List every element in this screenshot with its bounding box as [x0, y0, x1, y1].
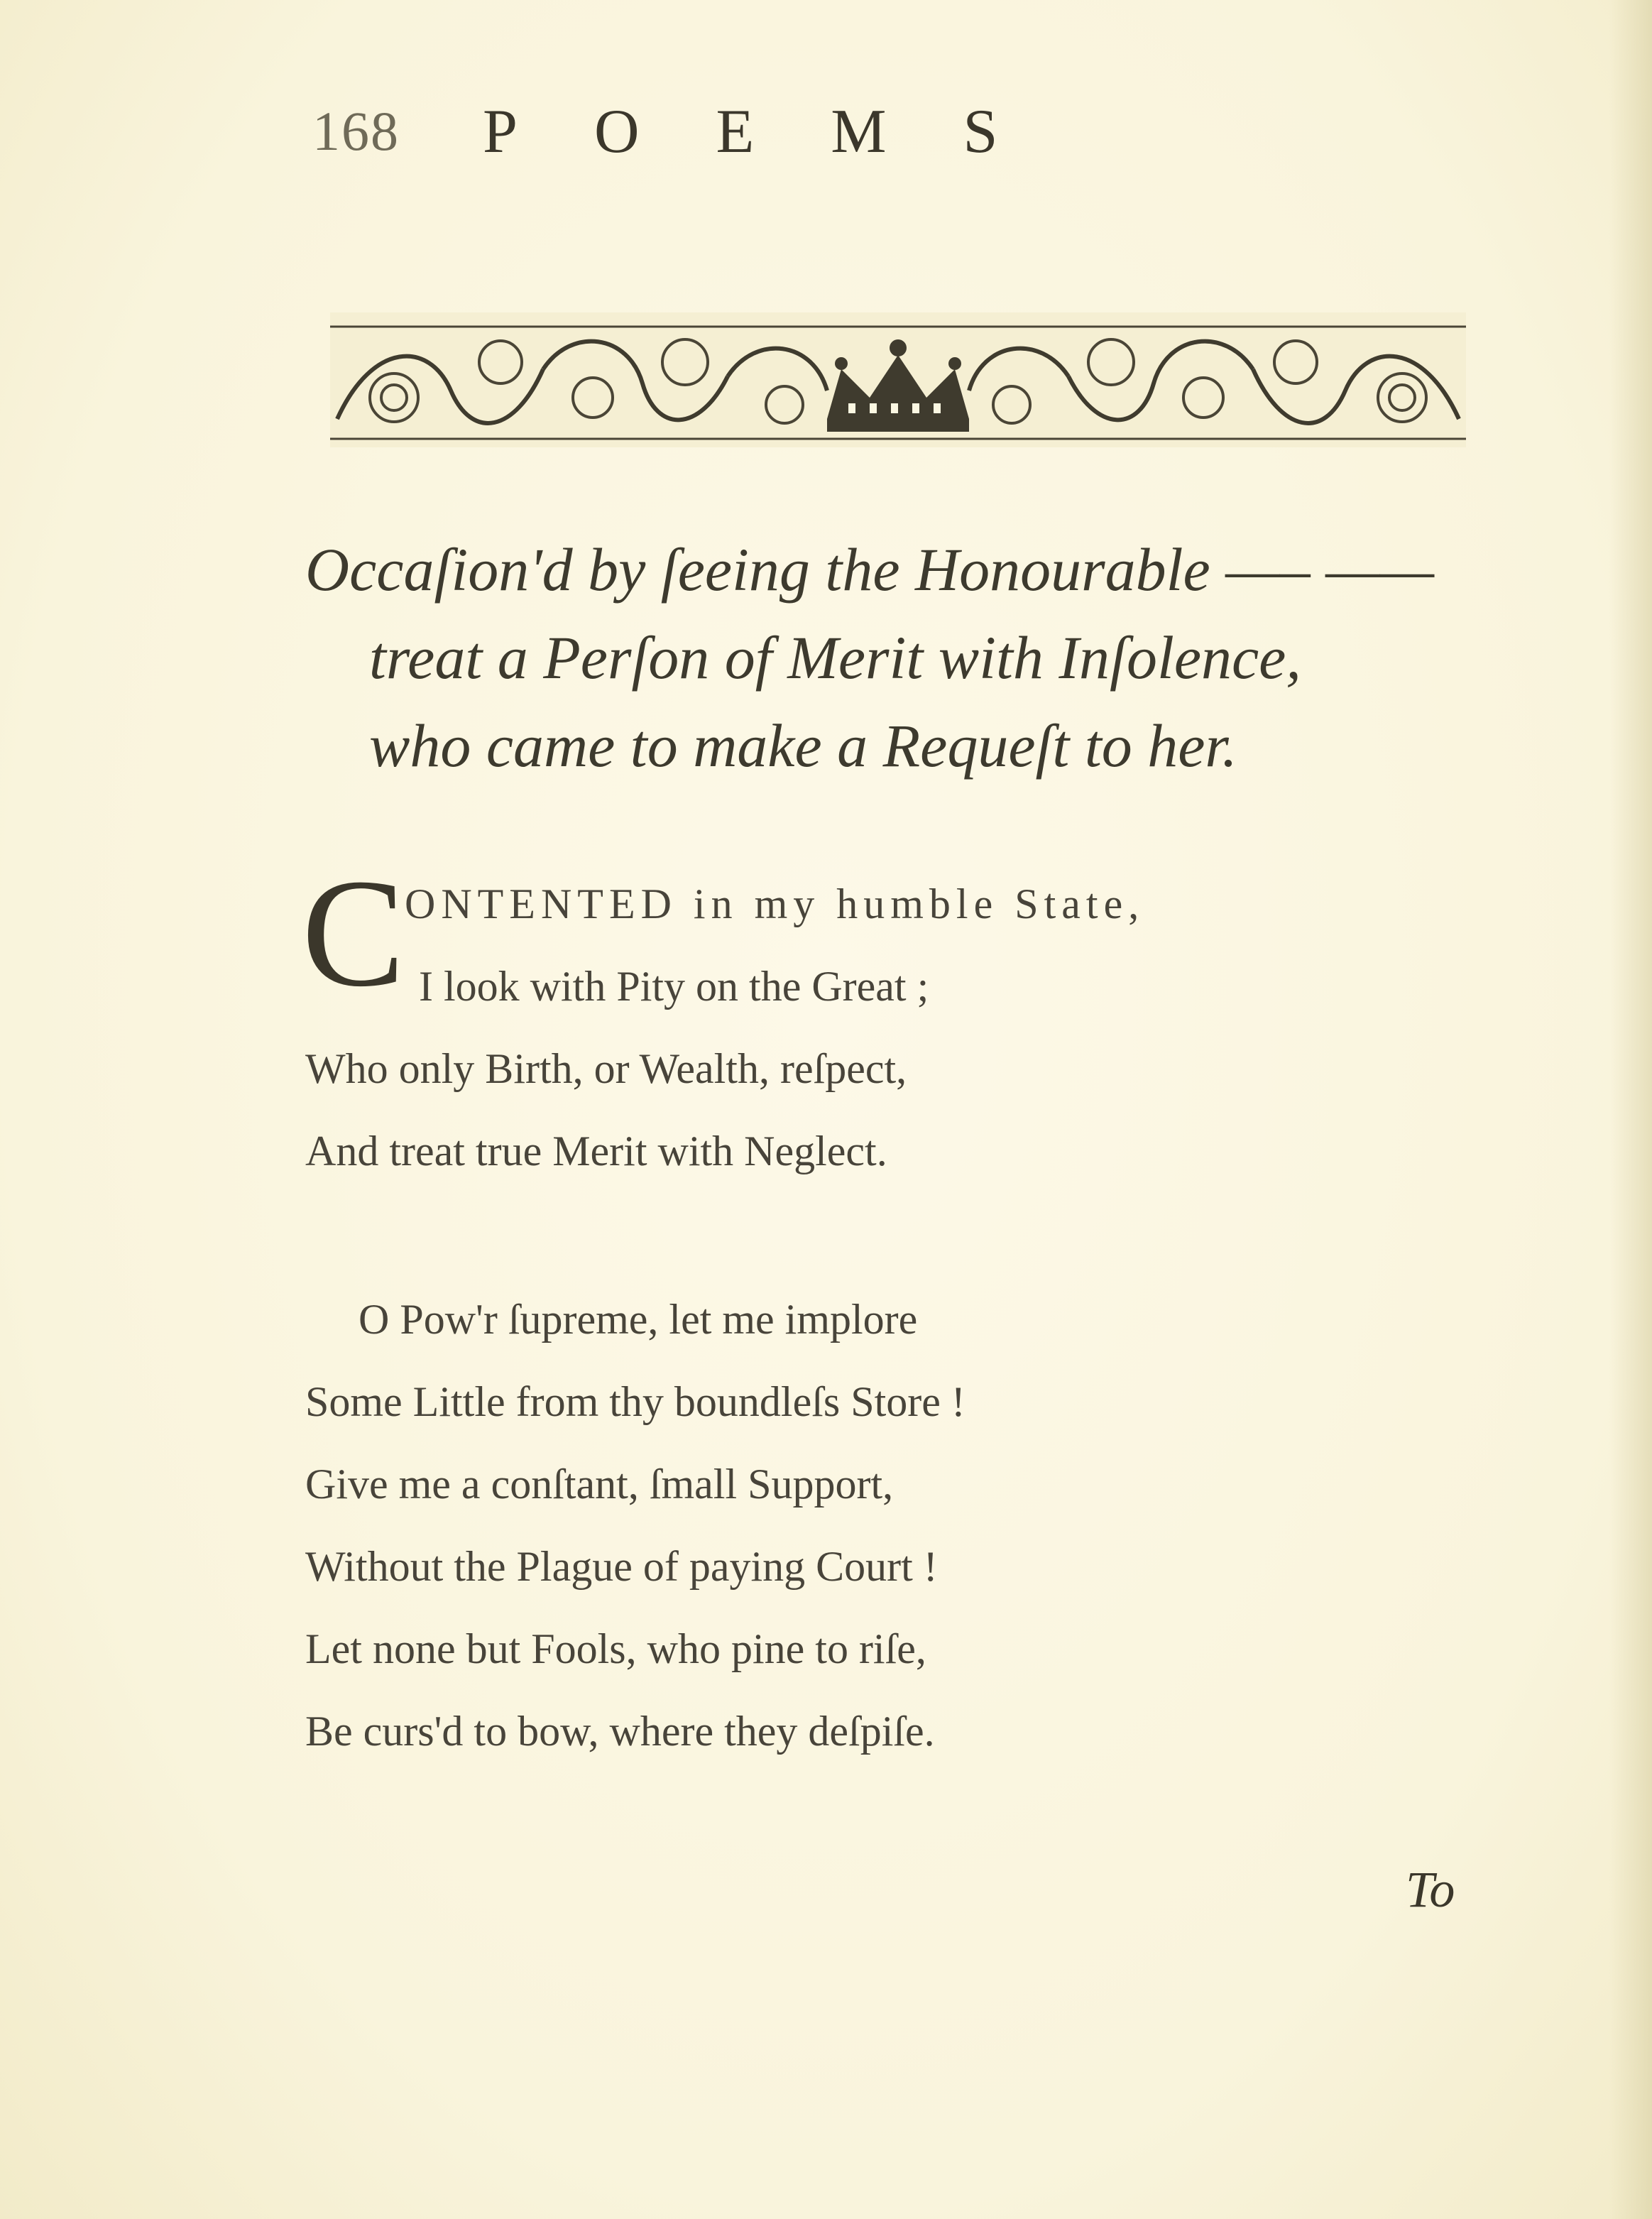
stanza-1	[305, 863, 1228, 1192]
stanza-2-line-1: O Pow'r ſupreme, let me implore	[359, 1296, 918, 1343]
running-title: POEMS	[483, 97, 1075, 166]
stanza-1-line-3: Who only Birth, or Wealth, reſpect,	[305, 1045, 907, 1092]
stanza-2-line-3: Give me a conſtant, ſmall Support,	[305, 1461, 894, 1507]
stanza-2-line-6: Be curs'd to bow, where they deſpiſe.	[305, 1708, 935, 1755]
stanza-2	[305, 1278, 1228, 1772]
stanza-1-line-4: And treat true Merit with Neglect.	[305, 1128, 887, 1174]
title-line-1: Occaſion'd by ſeeing the Honourable —– ——	[305, 535, 1435, 604]
poem-title	[305, 525, 1512, 790]
drop-cap: C	[302, 848, 405, 1019]
stanza-2-line-2: Some Little from thy boundleſs Store !	[305, 1378, 966, 1425]
page-number: 168	[312, 100, 400, 162]
running-head	[312, 92, 1207, 170]
page-edge-shadow	[1609, 0, 1652, 2219]
headpiece-ornament	[330, 312, 1466, 447]
catchword: To	[1406, 1861, 1455, 1918]
stanza-2-line-5: Let none but Fools, who pine to riſe,	[305, 1625, 926, 1672]
title-line-3: who came to make a Requeſt to her.	[369, 712, 1237, 780]
stanza-2-line-4: Without the Plague of paying Court !	[305, 1543, 938, 1590]
title-line-2: treat a Perſon of Merit with Inſolence,	[369, 623, 1301, 692]
stanza-1-line-2: I look with Pity on the Great ;	[419, 963, 929, 1010]
stanza-1-line-1: ONTENTED in my humble State,	[405, 880, 1145, 927]
